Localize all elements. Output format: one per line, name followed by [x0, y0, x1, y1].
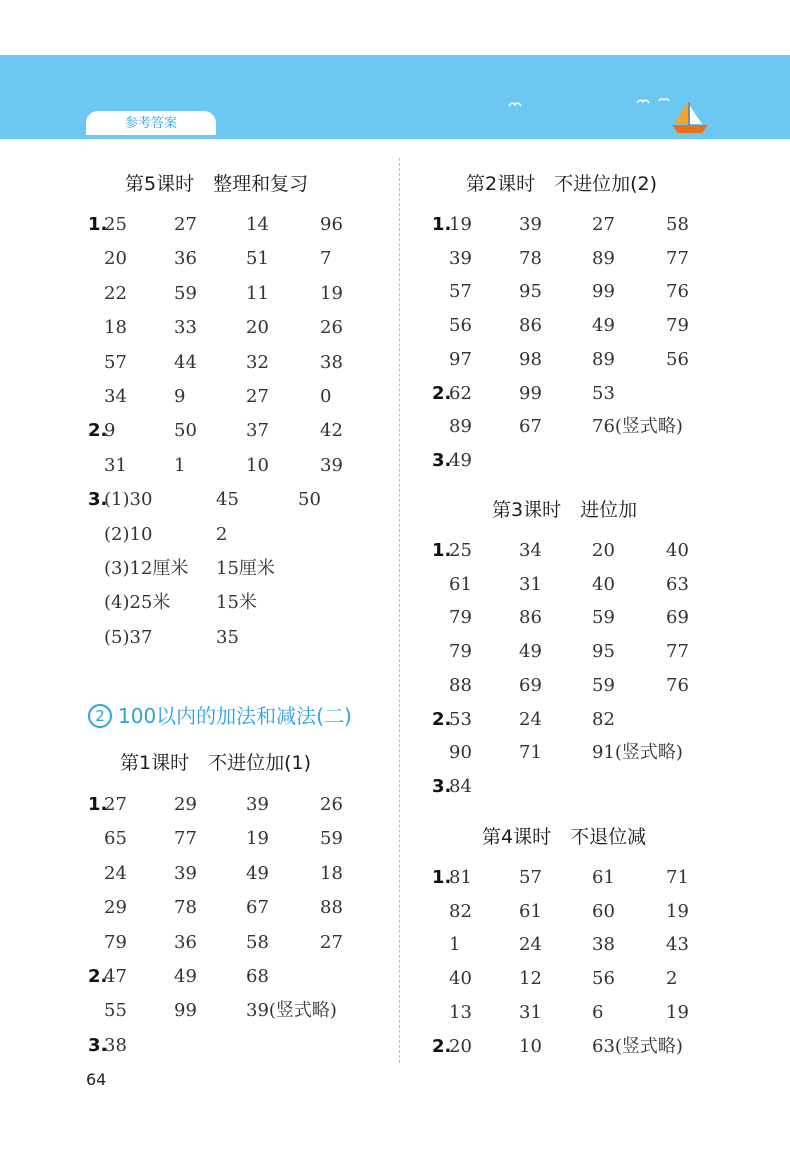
answer-cell: 40 [449, 968, 472, 990]
answer-cell: (1)30 [104, 489, 153, 511]
unit-number-badge: 2 [88, 704, 112, 728]
answer-cell: 10 [519, 1035, 542, 1057]
answer-cell: 57 [519, 867, 542, 888]
answer-cell: 49 [174, 966, 197, 987]
answer-cell: 0 [320, 386, 332, 407]
answer-cell: 39 [246, 794, 269, 815]
question-number: 1. [432, 214, 452, 235]
answer-cell: 26 [320, 794, 343, 815]
answer-cell: 99 [592, 281, 615, 303]
answer-cell: 61 [519, 900, 542, 922]
answer-cell: 1 [449, 934, 461, 956]
answer-cell: 90 [449, 742, 472, 764]
answer-cell: 12 [519, 968, 542, 990]
question-number: 3. [432, 449, 452, 471]
answer-cell: 38 [320, 351, 343, 373]
answer-cell: 89 [449, 416, 472, 438]
answer-cell: 79 [104, 931, 127, 953]
answer-cell: 71 [519, 742, 542, 764]
answer-cell: 1 [174, 454, 186, 476]
answer-cell: 77 [666, 247, 689, 269]
answer-cell: 51 [246, 248, 269, 270]
answer-cell: (4)25米 [104, 592, 171, 614]
question-number: 3. [432, 775, 452, 797]
answer-cell: 82 [592, 708, 615, 730]
answer-cell: 68 [246, 966, 269, 987]
answer-cell: 39 [519, 214, 542, 235]
answer-cell: 99 [519, 382, 542, 404]
seagull-icon [636, 97, 650, 107]
answer-cell: 84 [449, 775, 472, 797]
answer-cell: 58 [246, 931, 269, 953]
answer-cell: 27 [246, 386, 269, 407]
answer-cell: 59 [592, 674, 615, 696]
answer-cell: 20 [592, 540, 615, 561]
question-number: 2. [432, 1035, 452, 1057]
answer-cell: 76 [666, 674, 689, 696]
answer-cell: 57 [104, 351, 127, 373]
question-number: 1. [432, 867, 452, 888]
answer-cell: 60 [592, 900, 615, 922]
question-number: 2. [432, 708, 452, 730]
answer-cell: 15厘米 [216, 558, 275, 579]
answer-cell: 44 [174, 351, 197, 373]
lesson-title: 第3课时 进位加 [492, 499, 638, 521]
answer-cell: 49 [519, 641, 542, 663]
answer-cell: 19 [666, 1001, 689, 1023]
page-number: 64 [86, 1070, 107, 1089]
answer-cell: 19 [246, 828, 269, 850]
answer-cell: 71 [666, 867, 689, 888]
answer-cell: 31 [519, 1001, 542, 1023]
answer-cell: 79 [449, 641, 472, 663]
answer-cell: 36 [174, 248, 197, 270]
answer-cell: (5)37 [104, 626, 153, 648]
answer-cell: 2 [666, 968, 678, 990]
answer-cell: 20 [246, 317, 269, 339]
question-number: 2. [432, 382, 452, 404]
answer-cell: 26 [320, 317, 343, 339]
answer-cell: 88 [320, 897, 343, 919]
answer-cell: 22 [104, 282, 127, 304]
answer-cell: 88 [449, 674, 472, 696]
answer-cell: 76 [666, 281, 689, 303]
answer-cell: 37 [246, 420, 269, 442]
answer-cell: 39 [449, 247, 472, 269]
answer-cell: 24 [519, 708, 542, 730]
unit-title [88, 700, 352, 729]
answer-cell: 76(竖式略) [592, 416, 683, 438]
answer-cell: 9 [174, 386, 186, 407]
answer-cell: 67 [519, 416, 542, 438]
answer-cell: 69 [519, 674, 542, 696]
answer-cell: 25 [449, 540, 472, 561]
lesson-title: 第5课时 整理和复习 [125, 173, 309, 195]
answer-cell: 63 [666, 573, 689, 595]
question-number: 1. [88, 794, 108, 815]
answer-cell: 27 [592, 214, 615, 235]
answer-cell: 6 [592, 1001, 604, 1023]
answer-cell: 67 [246, 897, 269, 919]
answer-cell: 36 [174, 931, 197, 953]
answer-cell: 58 [666, 214, 689, 235]
answer-cell: 15米 [216, 592, 257, 614]
answer-cell: 10 [246, 454, 269, 476]
answer-cell: 35 [216, 626, 239, 648]
answer-cell: 57 [449, 281, 472, 303]
answer-cell: 7 [320, 248, 332, 270]
lesson-title: 第2课时 不进位加(2) [466, 173, 658, 195]
answer-cell: 11 [246, 282, 269, 304]
answer-cell: 91(竖式略) [592, 742, 683, 764]
answer-cell: 77 [666, 641, 689, 663]
question-number: 1. [88, 214, 108, 235]
question-number: 1. [432, 540, 452, 561]
answer-cell: 19 [320, 282, 343, 304]
answer-cell: 49 [592, 315, 615, 337]
answer-cell: 31 [104, 454, 127, 476]
answer-cell: 29 [174, 794, 197, 815]
answer-cell: 42 [320, 420, 343, 442]
answer-cell: 45 [216, 489, 239, 511]
answer-cell: 27 [174, 214, 197, 235]
answer-cell: 78 [174, 897, 197, 919]
answer-cell: 78 [519, 247, 542, 269]
unit-title-text: 100以内的加法和减法(二) [118, 704, 352, 728]
answer-cell: 62 [449, 382, 472, 404]
answer-cell: 98 [519, 348, 542, 370]
answer-cell: 49 [246, 862, 269, 884]
answer-key-tab: 参考答案 [86, 111, 216, 135]
answer-cell: 63(竖式略) [592, 1035, 683, 1057]
answer-cell: 86 [519, 315, 542, 337]
answer-cell: 47 [104, 966, 127, 987]
answer-cell: 2 [216, 523, 228, 545]
answer-cell: 14 [246, 214, 269, 235]
answer-cell: 89 [592, 348, 615, 370]
answer-cell: 96 [320, 214, 343, 235]
answer-cell: 59 [592, 607, 615, 629]
answer-cell: 97 [449, 348, 472, 370]
answer-cell: 38 [104, 1034, 127, 1056]
question-number: 2. [88, 420, 108, 442]
answer-cell: 81 [449, 867, 472, 888]
answer-cell: 59 [320, 828, 343, 850]
answer-cell: 59 [174, 282, 197, 304]
answer-cell: 33 [174, 317, 197, 339]
answer-cell: 61 [592, 867, 615, 888]
column-divider [399, 158, 400, 1063]
answer-cell: 27 [320, 931, 343, 953]
question-number: 3. [88, 489, 108, 511]
answer-cell: 55 [104, 1000, 127, 1022]
answer-cell: 95 [592, 641, 615, 663]
answer-cell: 49 [449, 449, 472, 471]
sailboat-icon [668, 100, 712, 136]
answer-cell: 99 [174, 1000, 197, 1022]
answer-cell: 20 [104, 248, 127, 270]
answer-cell: 69 [666, 607, 689, 629]
seagull-icon [508, 100, 522, 110]
question-number: 3. [88, 1034, 108, 1056]
answer-cell: 65 [104, 828, 127, 850]
answer-cell: 86 [519, 607, 542, 629]
lesson-title: 第1课时 不进位加(1) [120, 752, 312, 774]
answer-cell: 31 [519, 573, 542, 595]
answer-cell: 27 [104, 794, 127, 815]
answer-cell: 50 [174, 420, 197, 442]
answer-cell: 53 [592, 382, 615, 404]
answer-cell: 29 [104, 897, 127, 919]
lesson-title: 第4课时 不退位减 [482, 826, 647, 848]
answer-cell: 79 [449, 607, 472, 629]
answer-cell: 19 [666, 900, 689, 922]
answer-cell: 24 [104, 862, 127, 884]
question-number: 2. [88, 966, 108, 987]
answer-cell: 61 [449, 573, 472, 595]
answer-cell: 50 [298, 489, 321, 511]
answer-cell: 53 [449, 708, 472, 730]
answer-cell: 77 [174, 828, 197, 850]
answer-cell: 40 [592, 573, 615, 595]
answer-cell: 34 [104, 386, 127, 407]
answer-cell: 39(竖式略) [246, 1000, 337, 1022]
answer-cell: 34 [519, 540, 542, 561]
answer-cell: 56 [449, 315, 472, 337]
answer-cell: 95 [519, 281, 542, 303]
answer-cell: 43 [666, 934, 689, 956]
answer-cell: 13 [449, 1001, 472, 1023]
answer-cell: (3)12厘米 [104, 558, 189, 579]
answer-cell: 82 [449, 900, 472, 922]
answer-cell: 56 [592, 968, 615, 990]
answer-cell: 38 [592, 934, 615, 956]
answer-cell: 18 [104, 317, 127, 339]
answer-cell: 20 [449, 1035, 472, 1057]
answer-cell: 79 [666, 315, 689, 337]
answer-cell: 9 [104, 420, 116, 442]
answer-cell: 32 [246, 351, 269, 373]
answer-cell: 25 [104, 214, 127, 235]
answer-cell: 89 [592, 247, 615, 269]
answer-cell: 18 [320, 862, 343, 884]
answer-cell: (2)10 [104, 523, 153, 545]
answer-cell: 19 [449, 214, 472, 235]
answer-cell: 40 [666, 540, 689, 561]
answer-cell: 24 [519, 934, 542, 956]
answer-cell: 39 [174, 862, 197, 884]
answer-cell: 39 [320, 454, 343, 476]
answer-cell: 56 [666, 348, 689, 370]
